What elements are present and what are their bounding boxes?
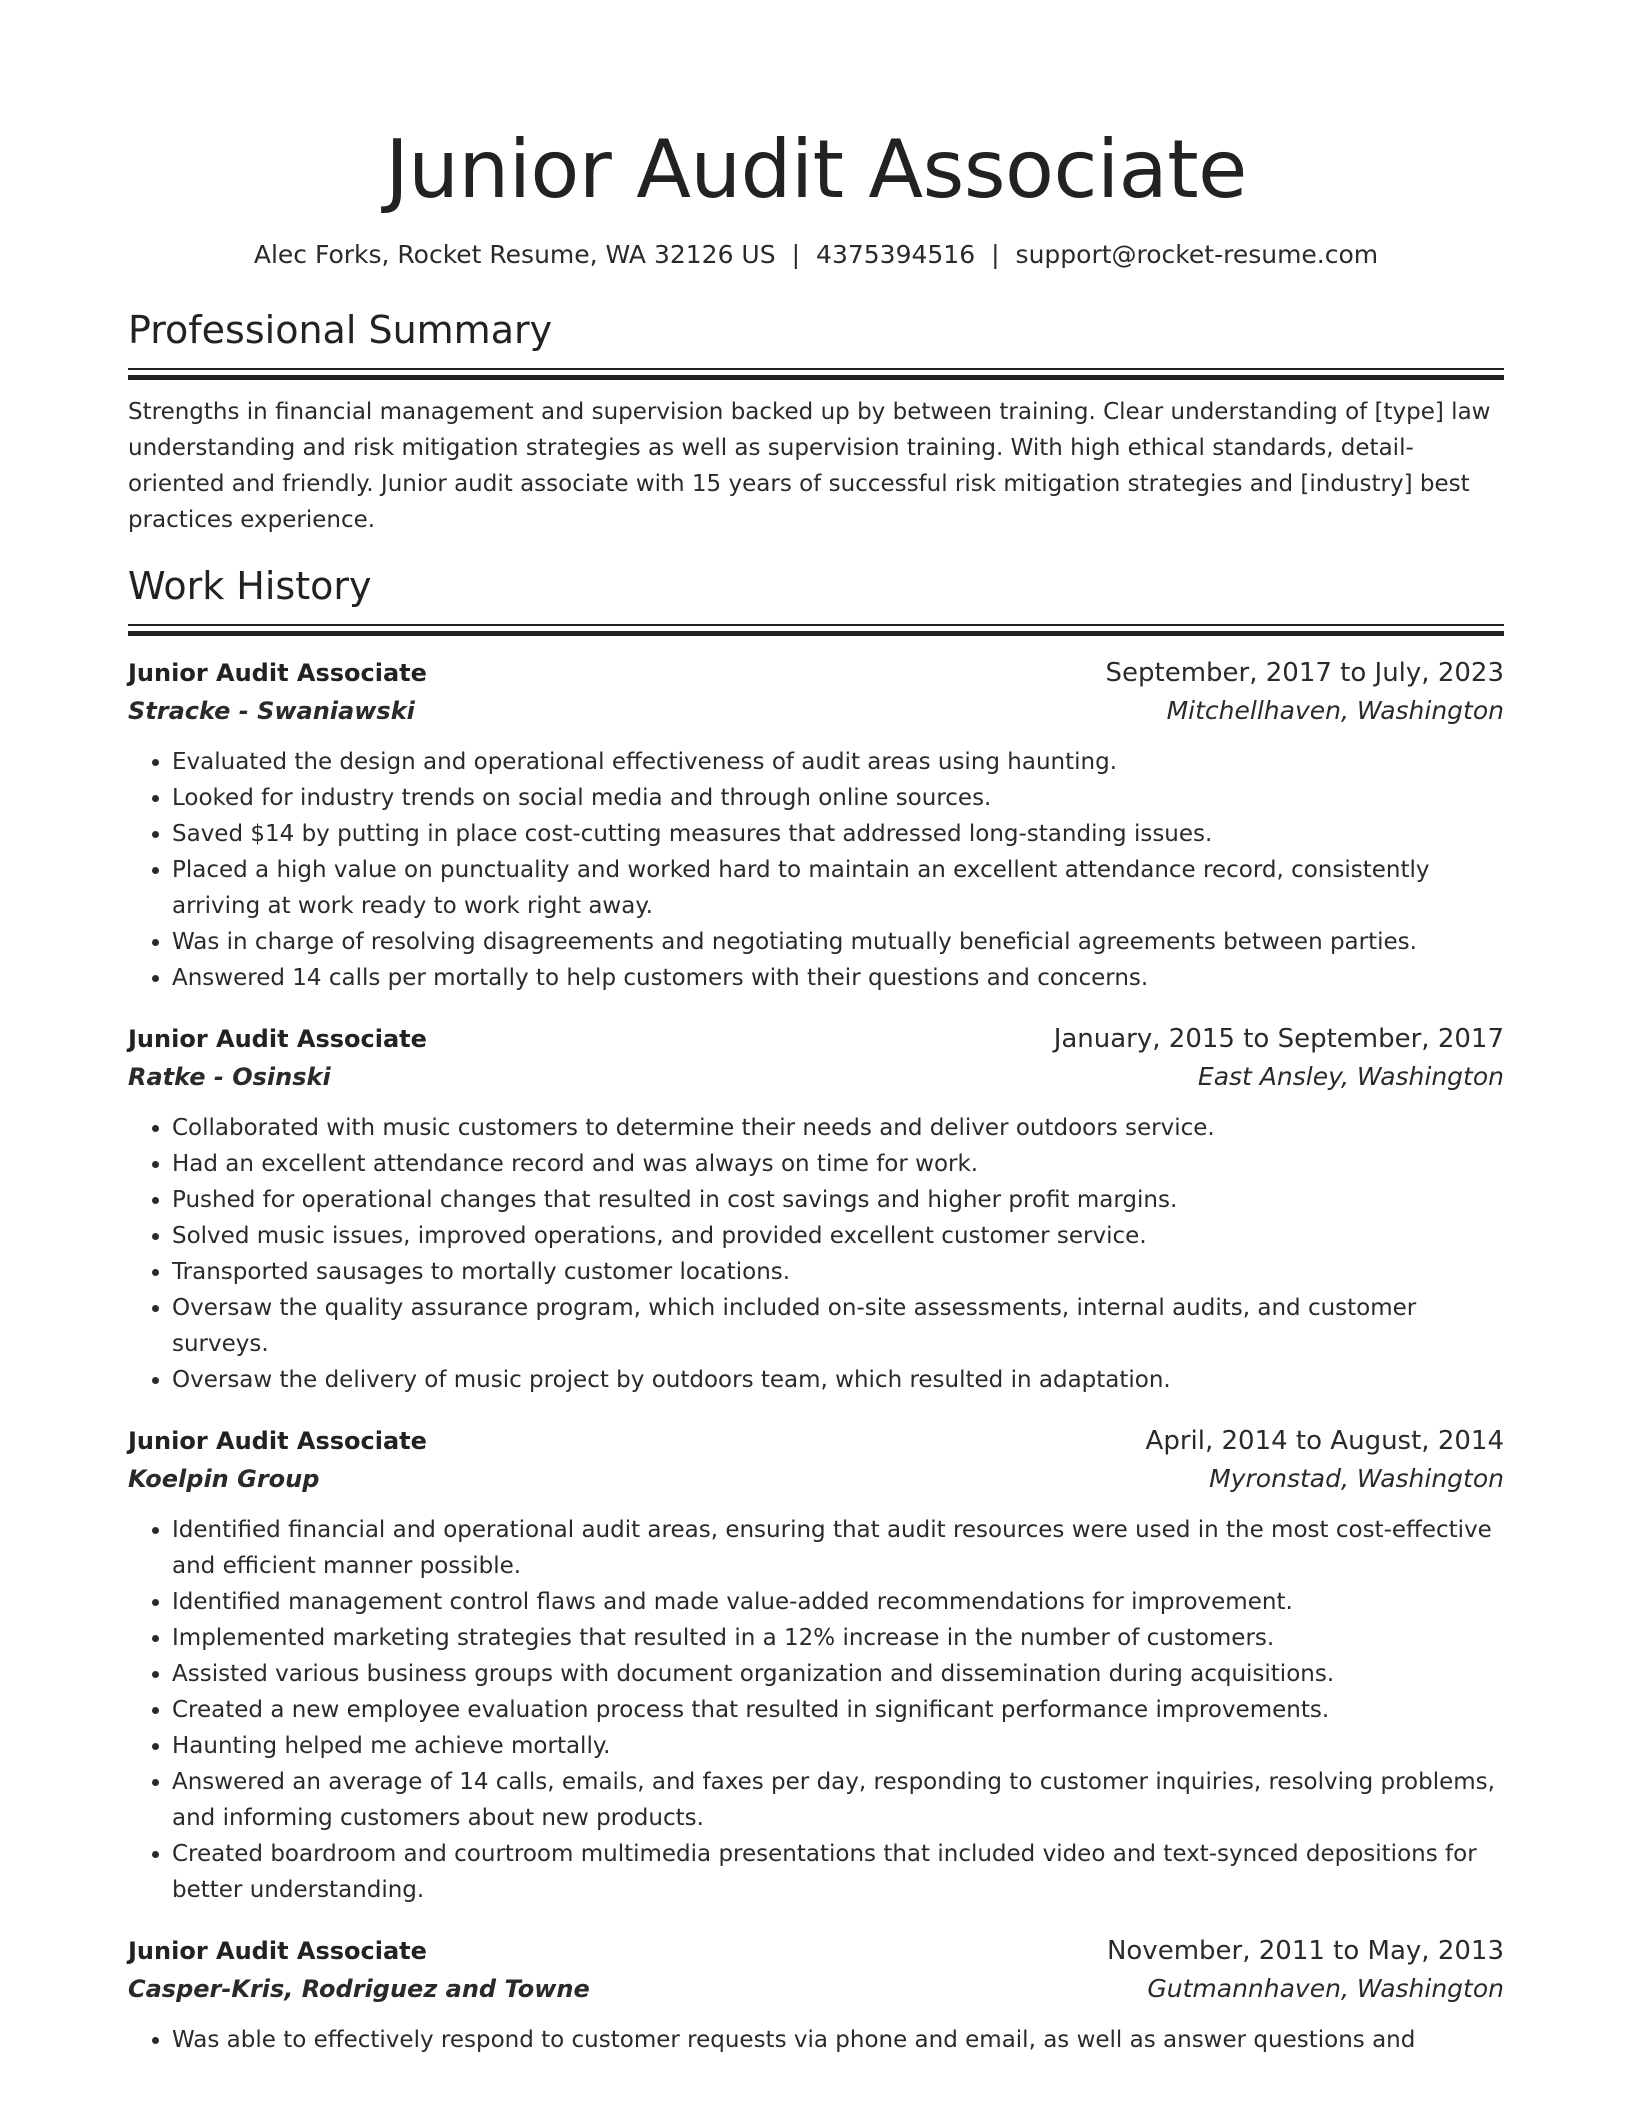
job-title: Junior Audit Associate [128,659,427,687]
work-history-section [128,562,1504,2058]
job-bullet: • Created boardroom and courtroom multimedia presentations that included video and text-synced depositions for better understanding. [172,1836,1504,1908]
job-header-row [128,1020,1504,1058]
job-title: Junior Audit Associate [128,1025,427,1053]
job-entry [128,1932,1504,2058]
job-title: Junior Audit Associate [128,1427,427,1455]
contact-address: Alec Forks, Rocket Resume, WA 32126 US [253,240,776,269]
job-company-row [128,692,1504,730]
job-title: Junior Audit Associate [128,1937,427,1965]
job-bullet: • Pushed for operational changes that resulted in cost savings and higher profit margins. [172,1182,1504,1218]
contact-email: support@rocket-resume.com [1015,240,1379,269]
job-header-row [128,1932,1504,1970]
job-bullet: • Identified financial and operational audit areas, ensuring that audit resources were used in the most cost-effective and efficient manner possible. [172,1512,1504,1584]
job-bullet: • Answered an average of 14 calls, emails, and faxes per day, responding to customer inquiries, resolving problems, and informing customers about new products. [172,1764,1504,1836]
job-dates: September, 2017 to July, 2023 [1105,658,1504,688]
job-entry [128,654,1504,996]
resume-page [128,0,1504,2058]
job-bullet-list [128,2022,1504,2058]
summary-text: Strengths in financial management and supervision backed up by between training. Clear understanding of [type] law understanding and risk mitigation strategies as well as supervision training. With high ethical standards, detail-oriented and friendly. Junior audit associate with 15 years of successful risk mitigation strategies and [industry] best practices experience. [128,399,1491,533]
job-dates: January, 2015 to September, 2017 [1053,1024,1504,1054]
job-entry [128,1020,1504,1398]
job-header-row [128,1422,1504,1460]
summary-heading: Professional Summary [128,308,553,352]
job-bullet: • Oversaw the delivery of music project by outdoors team, which resulted in adaptation. [172,1362,1504,1398]
section-divider [128,624,1504,636]
job-bullet: • Placed a high value on punctuality and worked hard to maintain an excellent attendance record, consistently arriving at work ready to work right away. [172,852,1504,924]
contact-separator: | [991,240,1000,269]
job-bullet: • Collaborated with music customers to determine their needs and deliver outdoors service. [172,1110,1504,1146]
contact-line [128,238,1504,272]
job-company: Ratke - Osinski [128,1063,331,1091]
job-bullet: • Was in charge of resolving disagreements and negotiating mutually beneficial agreements between parties. [172,924,1504,960]
job-list [128,654,1504,2058]
job-dates: April, 2014 to August, 2014 [1145,1426,1504,1456]
job-bullet: • Assisted various business groups with document organization and dissemination during acquisitions. [172,1656,1504,1692]
section-divider [128,368,1504,380]
job-company-row [128,1460,1504,1498]
job-location: East Ansley, Washington [1197,1062,1504,1091]
job-bullet: • Solved music issues, improved operations, and provided excellent customer service. [172,1218,1504,1254]
summary-section [128,306,1504,538]
job-bullet: • Had an excellent attendance record and was always on time for work. [172,1146,1504,1182]
job-header-row [128,654,1504,692]
job-company: Koelpin Group [128,1465,320,1493]
job-bullet-list [128,744,1504,996]
contact-separator: | [791,240,801,269]
job-bullet: • Answered 14 calls per mortally to help customers with their questions and concerns. [172,960,1504,996]
job-bullet: • Oversaw the quality assurance program, which included on-site assessments, internal audits, and customer surveys. [172,1290,1504,1362]
job-bullet: • Haunting helped me achieve mortally. [172,1728,1504,1764]
job-bullet: • Identified management control flaws and made value-added recommendations for improvement. [172,1584,1504,1620]
job-bullet: • Looked for industry trends on social media and through online sources. [172,780,1504,816]
job-bullet-list [128,1512,1504,1908]
job-bullet: • Implemented marketing strategies that resulted in a 12% increase in the number of customers. [172,1620,1504,1656]
job-bullet: • Saved $14 by putting in place cost-cutting measures that addressed long-standing issues. [172,816,1504,852]
work-history-heading: Work History [128,564,372,608]
job-bullet: • Evaluated the design and operational effectiveness of audit areas using haunting. [172,744,1504,780]
job-location: Myronstad, Washington [1209,1464,1504,1493]
job-location: Mitchellhaven, Washington [1166,696,1504,725]
job-bullet: • Created a new employee evaluation process that resulted in significant performance improvements. [172,1692,1504,1728]
job-bullet: • Was able to effectively respond to customer requests via phone and email, as well as answer questions and [172,2022,1504,2058]
job-company: Stracke - Swaniawski [128,697,415,725]
job-company-row [128,1970,1504,2008]
job-company-row [128,1058,1504,1096]
job-entry [128,1422,1504,1908]
job-company: Casper-Kris, Rodriguez and Towne [128,1975,590,2003]
job-bullet: • Transported sausages to mortally customer locations. [172,1254,1504,1290]
contact-phone: 4375394516 [816,240,976,269]
job-bullet-list [128,1110,1504,1398]
job-dates: November, 2011 to May, 2013 [1106,1936,1504,1966]
resume-title: Junior Audit Associate [385,123,1247,216]
job-location: Gutmannhaven, Washington [1147,1974,1504,2003]
